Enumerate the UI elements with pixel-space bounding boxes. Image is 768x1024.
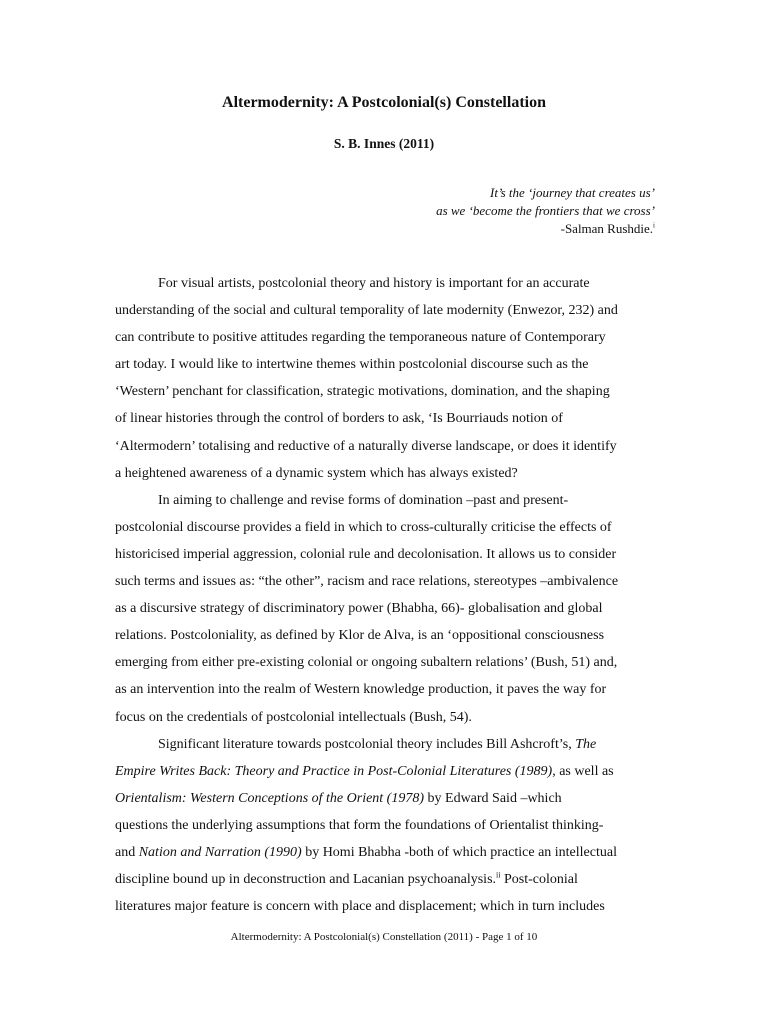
text-run: and (115, 844, 139, 860)
text-line: emerging from either pre-existing colonial or ongoing subaltern relations’ (Bush, 51) and, (115, 655, 618, 671)
text-line: In aiming to challenge and revise forms of domination –past and present- (158, 492, 569, 508)
body-text (115, 270, 660, 920)
text-run: discipline bound up in deconstruction and Lacanian psychoanalysis. (115, 872, 497, 888)
italic-title: Nation and Narration (1990) (138, 844, 302, 860)
text-run: Post-colonial (500, 872, 578, 888)
italic-title: Empire Writes Back: Theory and Practice in Post-Colonial Literatures (1989) (115, 763, 553, 779)
text-run: Significant literature towards postcolonial theory includes Bill Ashcroft’s, (158, 736, 576, 752)
text-line (115, 866, 660, 893)
text-line: as an intervention into the realm of Western knowledge production, it paves the way for (115, 682, 607, 698)
text-line: a heightened awareness of a dynamic system which has always existed? (115, 465, 518, 481)
text-line: relations. Postcoloniality, as defined by Klor de Alva, is an ‘oppositional consciousness (115, 628, 605, 644)
epigraph-attribution (235, 220, 655, 238)
text-line: literatures major feature is concern with place and displacement; which in turn includes (115, 899, 605, 915)
italic-title: The (575, 736, 597, 752)
italic-title: Orientalism: Western Conceptions of the Orient (1978) (115, 790, 425, 806)
text-line (115, 785, 660, 812)
text-line: focus on the credentials of postcolonial intellectuals (Bush, 54). (115, 709, 472, 725)
epigraph-line: It’s the ‘journey that creates us’ (490, 185, 655, 200)
text-run: by Edward Said –which (424, 790, 562, 806)
page-footer: Altermodernity: A Postcolonial(s) Constellation (2011) - Page 1 of 10 (230, 931, 538, 943)
text-line: postcolonial discourse provides a field in which to cross-culturally criticise the effects of (115, 519, 612, 535)
endnote-marker: i (653, 221, 655, 230)
endnote-marker: ii (496, 870, 501, 880)
text-line: ‘Western’ penchant for classification, strategic motivations, domination, and the shaping (115, 384, 610, 400)
text-run: , as well as (552, 763, 614, 779)
text-line (115, 758, 660, 785)
text-line: historicised imperial aggression, colonial rule and decolonisation. It allows us to consider (115, 546, 617, 562)
text-line: such terms and issues as: “the other”, racism and race relations, stereotypes –ambivalence (115, 574, 619, 590)
text-line: understanding of the social and cultural temporality of late modernity (Enwezor, 232) and (115, 303, 618, 319)
epigraph-line: as we ‘become the frontiers that we cross’ (436, 203, 655, 218)
epigraph (235, 184, 655, 238)
document-author: S. B. Innes (2011) (333, 136, 435, 151)
text-line: For visual artists, postcolonial theory and history is important for an accurate (158, 276, 590, 291)
document-title: Altermodernity: A Postcolonial(s) Constellation (222, 94, 546, 111)
text-line: as a discursive strategy of discriminatory power (Bhabha, 66)- globalisation and global (115, 601, 603, 617)
text-line (115, 839, 660, 866)
attribution-text: -Salman Rushdie. (560, 221, 654, 236)
text-run: by Homi Bhabha -both of which practice an intellectual (301, 844, 617, 860)
text-line: questions the underlying assumptions that form the foundations of Orientalist thinking- (115, 817, 604, 833)
text-line: can contribute to positive attitudes regarding the temporaneous nature of Contemporary (115, 330, 606, 346)
text-line: art today. I would like to intertwine themes within postcolonial discourse such as the (115, 357, 589, 373)
text-line: of linear histories through the control of borders to ask, ‘Is Bourriauds notion of (115, 411, 563, 427)
text-line: ‘Altermodern’ totalising and reductive of a naturally diverse landscape, or does it identify (115, 438, 617, 454)
text-line (115, 731, 660, 758)
